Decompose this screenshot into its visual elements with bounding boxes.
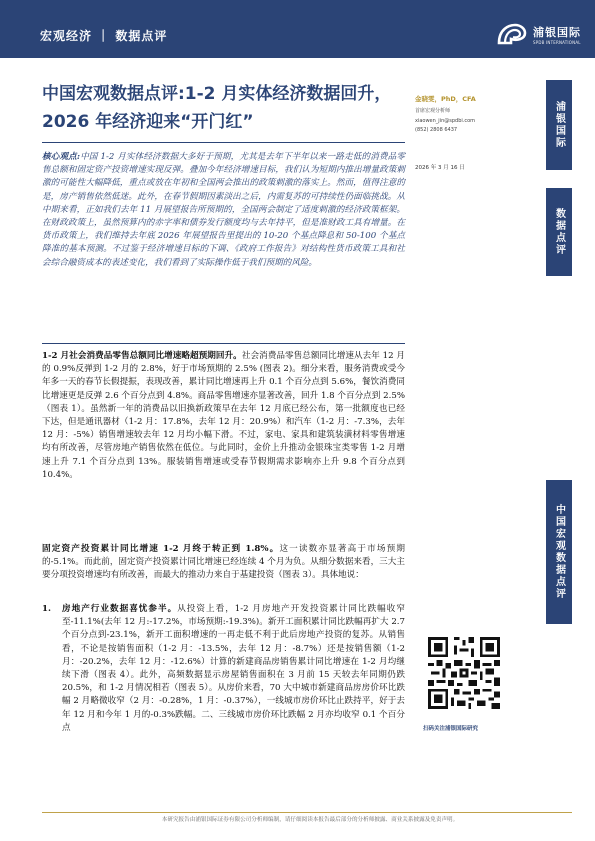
fai-body: 这一读数亦显著高于市场预期的-5.1%。而此前，固定资产投资累计同比增速已经连续 4 个月为负。从细分数据来看，三大主要分项投资增速均有所改善，而最大的推动力来自于基建投资（图表 3）。具体地说： (42, 544, 405, 581)
brand-name-en: SPDB INTERNATIONAL (533, 39, 581, 45)
footer-divider (42, 812, 572, 813)
side-tab-brand (546, 80, 572, 170)
header-bar (0, 0, 595, 58)
side-tab-series-label: 中国宏观数据点评 (553, 504, 565, 600)
analyst-name: 金晓雯，PhD，CFA (415, 95, 476, 103)
qr-caption: 扫码关注浦银国际研究 (423, 726, 479, 732)
list-body (62, 603, 405, 735)
fai-lead: 固定资产投资累计同比增速 1-2 月终于转正到 1.8%。 (42, 544, 280, 554)
report-title: 中国宏观数据点评:1-2 月实体经济数据回升，2026 年经济迎来“开门红” (42, 84, 392, 132)
summary-divider (42, 343, 405, 344)
list-text: 从投资上看，1-2 月房地产开发投资累计同比跌幅收窄至-11.1%(去年 12 月:-17.2%，市场预期:-19.3%)。新开工面积累计同比跌幅再扩大 2.7 个百分点到-23.1%，新开工面积增速的一再走低不利于此后房地产投资的复苏。从销售看，不论是按销售面积（1-2 月：-13.5%，去年 12 月：-8.7%）还是按销售额（1-2 月：-20.2%，去年 12 月：-12.6%）计算的新建商品房销售累计同比增速在 1-2 月均继续下滑（图表 4）。此外，高频数据显示房屋销售面积在 3 月前 15 天较去年同期仍跌 20.5%，和 1-2 月情况相若（图表 5）。从房价来看，70 大中城市新建商品房房价环比跌幅 2 月略微收窄（2 月：-0.28%，1 月：-0.37%），一线城市房价环比止跌持平，好于去年 12 月和今年 1 月的-0.3%跌幅。二、三线城市房价环比跌幅 2 月亦均收窄 0.1 个百分点 (62, 604, 405, 733)
summary-heading: 核心观点: (42, 152, 81, 162)
side-tab-brand-label: 浦银国际 (553, 101, 565, 149)
brand-logo (495, 20, 581, 48)
analyst-block (415, 94, 476, 133)
retail-sales-paragraph (42, 350, 405, 482)
analyst-phone: (852) 2808 6437 (415, 127, 458, 133)
spdbi-logo-icon (495, 21, 529, 47)
retail-sales-lead: 1-2 月社会消费品零售总额同比增速略超预期回升。 (42, 351, 242, 361)
side-tab-series (546, 480, 572, 624)
summary-body: 中国 1-2 月实体经济数据大多好于预期，尤其是去年下半年以来一路走低的消费品零售总额和固定资产投资增速实现反弹。叠加今年经济增速目标，我们认为短期内推出增量政策刺激的可能性大幅降低，重点或放在年初和全国两会推出的政策刺激的落实上。然而，值得注意的是，房产销售依然低迷。此外，在春节假期因素淡出之后，内需复苏的可持续性仍面临挑战。从中期来看，正如我们去年 11 月展望报告所预期的，全国两会制定了适度刺激的经济政策框架。在财政政策上，虽然预算内的赤字率和债券发行额度均与去年持平，但是准财政工具有增量。在货币政策上，我们维持去年底 2026 年展望报告里提出的 10-20 个基点降息和 50-100 个基点降准的基本预测。不过鉴于经济增速目标的下调、《政府工作报告》对结构性货币政策工具和社会综合融资成本的表述变化，我们看到了实际操作低于我们预期的风险。 (42, 152, 405, 268)
retail-sales-body: 社会消费品零售总额同比增速从去年 12 月的 0.9%反弹到 1-2 月的 2.8%，好于市场预期的 2.5% (图表 2)。细分来看，服务消费或受今年多一天的春节长假提振，表现改善，累计同比增速再上升 0.1 个百分点到 5.6%，餐饮消费同比增速更是反弹 2.6 个百分点到 4.8%。商品零售增速亦显著改善，回升 1.8 个百分点到 2.5%（图表 1）。虽然新一年的消费品以旧换新政策早在去年 12 月底已经公布，第一批额度也已经下达，但是通讯器材（1-2 月：17.8%，去年 12 月：20.9%）和汽车（1-2 月：-7.3%，去年 12 月：-5%）销售增速较去年 12 月均小幅下滑。不过，家电、家具和建筑装潢材料零售增速均有所改善，尽管房地产销售依然在低位。与此同时，金价上升推动金银珠宝类零售 1-2 月增速上升 7.1 个百分点到 13%。服装销售增速或受春节假期需求影响亦上升 9.8 个百分点到 10.4%。 (42, 351, 405, 480)
analyst-role: 首席宏观分析师 (415, 108, 451, 114)
brand-name-cn: 浦银国际 (533, 25, 581, 39)
list-lead: 房地产行业数据喜忧参半。 (62, 604, 178, 614)
qr-code-icon[interactable] (428, 637, 500, 709)
analyst-email[interactable]: xiaowen_jin@spdbi.com (415, 118, 476, 124)
side-tab-category-label: 数据点评 (553, 208, 565, 256)
side-tab-category (546, 188, 572, 276)
report-date: 2026 年 3 月 16 日 (415, 165, 465, 171)
summary-paragraph (42, 151, 405, 270)
footer-disclaimer: 本研究报告由浦银国际证券有限公司分析师编制，请仔细阅读本报告最后部分的分析师披露、商业关系披露及免责声明。 (161, 817, 459, 823)
list-number: 1. (42, 604, 51, 614)
title-divider (42, 142, 405, 143)
report-category: 宏观经济 ｜ 数据点评 (40, 29, 168, 43)
fai-paragraph (42, 543, 405, 583)
